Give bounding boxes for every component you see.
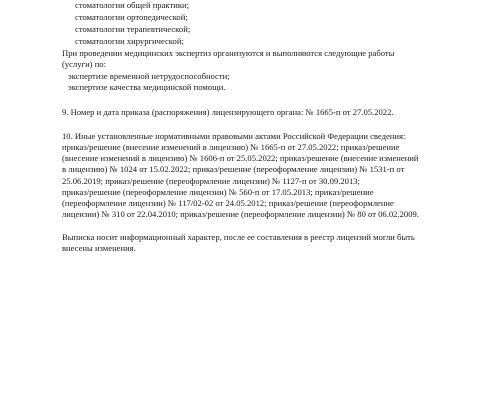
expertise-intro-line: При проведении медицинских экспертиз организуются и выполняются следующие работы	[62, 48, 395, 58]
section-10-line: приказ/решение (внесение изменений в лицензию) № 1665-п от 27.05.2022; приказ/решение	[62, 142, 400, 152]
section-10-line: лицензии) № 310 от 22.04.2010; приказ/решение (переоформление лицензии) № 80 от 06.02.2009.	[62, 209, 419, 219]
expertise-item: экспертизе качества медицинской помощи.	[68, 82, 226, 92]
section-9: 9. Номер и дата приказа (распоряжения) лицензирующего органа: № 1665-п от 27.05.2022.	[62, 107, 394, 117]
section-10-line: 10. Иные установленные нормативными правовыми актами Российской Федерации сведения:	[62, 131, 406, 141]
section-10-line: (переоформление лицензии) № 117/02-02 от 24.05.2012; приказ/решение (переоформление	[62, 198, 394, 208]
expertise-item: экспертизе временной нетрудоспособности;	[68, 71, 230, 81]
extract-note-line: внесены изменения.	[62, 243, 136, 253]
section-10-line: 25.06.2019; приказ/решение (переоформление лицензии) № 1127-п от 30.09.2013;	[62, 176, 360, 186]
expertise-intro-line: (услуги) по:	[62, 59, 106, 69]
section-10-line: в лицензию) № 1024 от 15.02.2022; приказ/решение (переоформление лицензии) № 1531-п от	[62, 164, 405, 174]
specialty-item: стоматологии хирургической;	[75, 36, 184, 46]
extract-note-line: Выписка носит информационный характер, после ее составления в реестр лицензий могли быть	[62, 232, 415, 242]
section-10-line: приказ/решение (переоформление лицензии) № 560-п от 17.05.2013; приказ/решение	[62, 187, 374, 197]
section-10-line: (внесение изменений в лицензию) № 1606-п от 25.05.2022; приказ/решение (внесение изменений	[62, 153, 419, 163]
specialty-item: стоматологии терапевтической;	[75, 24, 191, 34]
specialty-item: стоматологии ортопедической;	[75, 12, 188, 22]
specialty-item: стоматологии общей практики;	[75, 0, 189, 10]
